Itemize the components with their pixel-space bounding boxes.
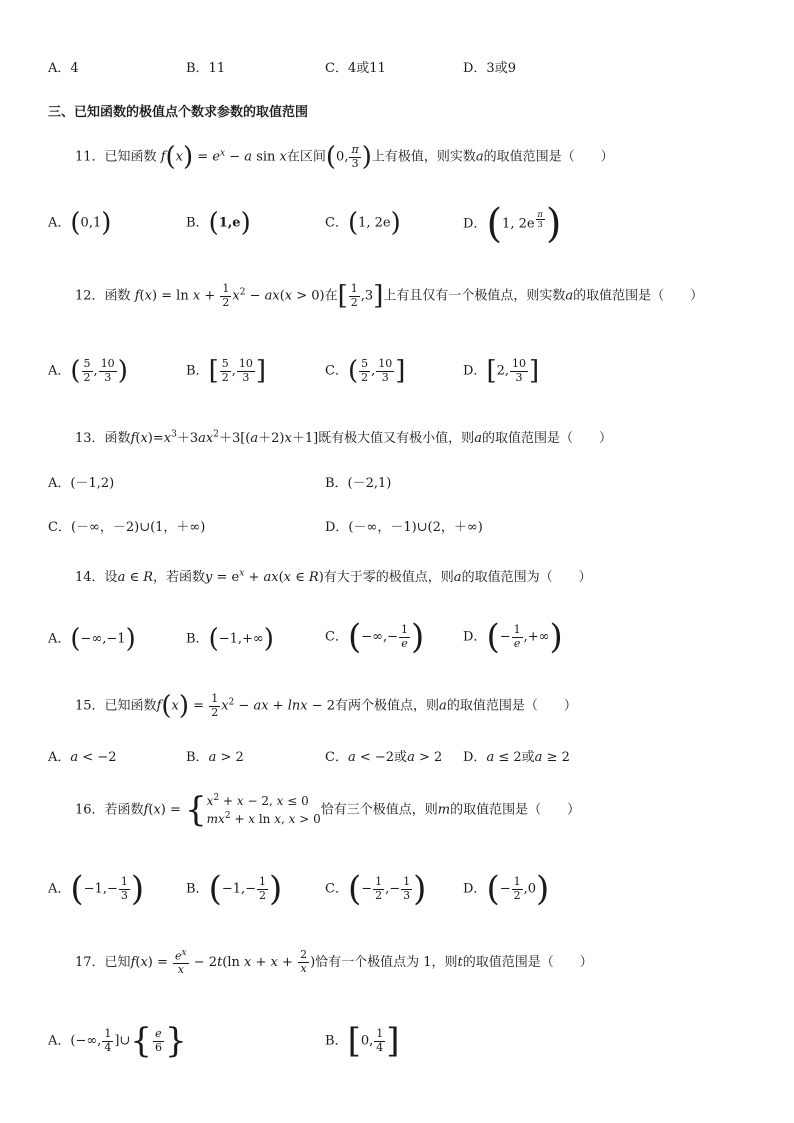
question-13: 13．函数$f(x)=x^3+3ax^2+3[(a+2)x+1]$既有极大值又有极小值，则a的取值范围是（ ）	[75, 429, 612, 446]
stem-text: 有两个极值点，则	[335, 698, 440, 714]
q11-option-c: C．(1, 2e)	[325, 208, 401, 238]
q14-option-d: D．(− $\frac{1}{e}$ ,+∞)	[463, 617, 563, 657]
question-number: 16．	[75, 802, 105, 818]
q10-option-d: D．3或9	[463, 61, 516, 76]
q15-option-c: C．a < −2或a > 2	[325, 750, 443, 765]
stem-text: 在	[324, 288, 338, 304]
question-16: 16．若函数f(x) = { $x^2 + x - 2$, x ≤ 0 $mx^2 + x$ ln x, x > 0 恰有三个极值点，则m的取值范围是（ ）	[75, 789, 581, 830]
question-17: 17．已知f(x) = $\frac{e^x}{x}$ − 2t(ln x + x + $\frac{2}{x}$ )恰有一个极值点为 1，则t的取值范围是（ ）	[75, 948, 593, 977]
q16-option-d: D．(− $\frac{1}{2}$ ,0)	[463, 869, 550, 909]
stem-text: 既有极大值又有极小值，则	[318, 431, 475, 446]
q14-option-c: C．(−∞,− $\frac{1}{e}$ )	[325, 617, 425, 657]
q11-option-a: A．(0,1)	[48, 208, 112, 238]
q11-option-d: D．(1, 2e $^{\frac{\pi}{3}}$ )	[463, 201, 562, 247]
question-12: 12．函数 f(x) = ln x + $\frac{1}{2}$ $x^2 - ax(x > 0)$在[ $\frac{1}{2}$ ,3]上有且仅有一个极值点，则实数a的取值范围是（ ）	[75, 281, 704, 312]
stem-text: 恰有一个极值点为 1，则	[315, 954, 458, 970]
question-11: 11．已知函数 $f(x) = e^x - a$ sin x在区间(0, $\frac{\pi}{3}$ )上有极值，则实数a的取值范围是（ ）	[75, 142, 614, 173]
question-number: 11．	[75, 149, 105, 165]
q13-option-a: A．(－1,2)	[48, 476, 115, 491]
stem-text: 的取值范围是（ ）	[462, 954, 593, 970]
q10-option-b: B．11	[186, 61, 226, 76]
question-15: 15．已知函数f(x) = $\frac{1}{2}$ $x^2$ − ax + lnx − 2有两个极值点，则a的取值范围是（ ）	[75, 691, 577, 722]
q16-option-b: B．(−1,− $\frac{1}{2}$ )	[186, 869, 283, 909]
q13-option-c: C．(－∞，－2)∪(1，＋∞)	[48, 520, 206, 535]
q10-option-a: A．4	[48, 61, 79, 76]
stem-text: 在区间	[286, 149, 326, 165]
stem-text: 已知函数	[104, 698, 157, 714]
stem-text: 的取值范围是（ ）	[573, 288, 704, 304]
q16-option-c: C．(− $\frac{1}{2}$ ,− $\frac{1}{3}$ )	[325, 869, 427, 909]
question-number: 15．	[75, 698, 105, 714]
question-number: 14．	[75, 570, 105, 585]
stem-text: ，若函数	[153, 570, 206, 585]
q14-option-b: B．(−1,+∞)	[186, 624, 274, 654]
q12-option-d: D．[2, $\frac{10}{3}$ ]	[463, 356, 540, 387]
stem-text: 上有极值，则实数	[371, 149, 476, 165]
question-14: 14．设a ∈ R，若函数$y = e^x + ax(x$ ∈ R)有大于零的极值点，则a的取值范围为（ ）	[75, 568, 592, 585]
q11-option-b: B．(1,e)	[186, 208, 251, 238]
stem-text: 函数	[104, 431, 131, 446]
stem-text: 设	[104, 570, 118, 585]
stem-text: 的取值范围是（ ）	[446, 698, 577, 714]
q17-option-a: A．(−∞, $\frac{1}{4}$ ]∪{ $\frac{e}{6}$ }	[48, 1021, 187, 1061]
stem-text: 的取值范围是（ ）	[481, 431, 612, 446]
stem-text: 恰有三个极值点，则	[320, 802, 438, 818]
q17-option-b: B．[0, $\frac{1}{4}$ ]	[325, 1021, 400, 1061]
q14-option-a: A．(−∞,−1)	[48, 624, 136, 654]
q15-option-a: A．a < −2	[48, 750, 117, 765]
stem-text: 已知	[104, 954, 131, 970]
question-number: 17．	[75, 954, 105, 970]
section-title: 三、已知函数的极值点个数求参数的取值范围	[48, 105, 309, 120]
q12-option-b: B．[ $\frac{5}{2}$ , $\frac{10}{3}$ ]	[186, 356, 267, 387]
question-number: 12．	[75, 288, 105, 304]
q13-option-d: D．(－∞，－1)∪(2，＋∞)	[325, 520, 483, 535]
q16-option-a: A．(−1,− $\frac{1}{3}$ )	[48, 869, 145, 909]
q15-option-b: B．a > 2	[186, 750, 244, 765]
stem-text: 若函数	[104, 802, 144, 818]
q15-option-d: D．a ≤ 2或a ≥ 2	[463, 750, 570, 765]
math-expr: f	[160, 149, 166, 165]
q13-option-b: B．(－2,1)	[325, 476, 392, 491]
stem-text: 函数	[104, 288, 131, 304]
stem-text: 已知函数	[104, 149, 157, 165]
question-number: 13．	[75, 431, 105, 446]
stem-text: 的取值范围是（ ）	[450, 802, 581, 818]
stem-text: 有大于零的极值点，则	[323, 570, 454, 585]
stem-text: 上有且仅有一个极值点，则实数	[383, 288, 566, 304]
q12-option-c: C．( $\frac{5}{2}$ , $\frac{10}{3}$ ]	[325, 356, 406, 387]
q10-option-c: C．4或11	[325, 61, 386, 76]
stem-text: 的取值范围是（ ）	[483, 149, 614, 165]
stem-text: 的取值范围为（ ）	[461, 570, 592, 585]
q12-option-a: A．( $\frac{5}{2}$ , $\frac{10}{3}$ )	[48, 356, 128, 387]
